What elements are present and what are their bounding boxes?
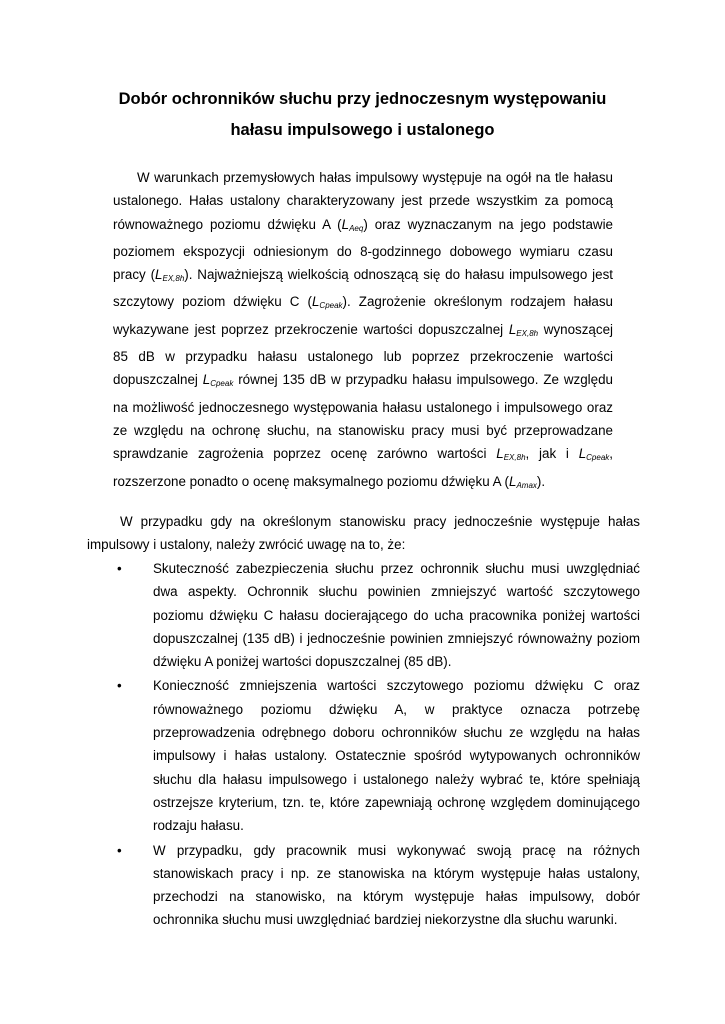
bullet-icon: • (117, 842, 122, 858)
list-item (113, 557, 640, 673)
list-item-text: Skuteczność zabezpieczenia słuchu przez ochronnik słuchu musi uwzględniać dwa aspekty. Ochronnik słuchu powinien zmniejszyć wartość szczytowego poziomu dźwięku C hałasu docierającego do ucha pracownika poniżej wartości dopuszczalnej (135 dB) i jednocześnie powinien zmniejszyć równoważny poziom dźwięku A poniżej wartości dopuszczalnej (85 dB). (153, 561, 640, 670)
bullet-list (113, 557, 640, 933)
list-item-text: Konieczność zmniejszenia wartości szczytowego poziomu dźwięku C oraz równoważnego poziomu dźwięku A, w praktyce oznacza potrzebę przeprowadzenia odrębnego doboru ochronników słuchu ze względu na hałas impulsowy i hałas ustalony. Ostatecznie spośród wytypowanych ochronników słuchu dla hałasu impulsowego i ustalonego należy wybrać te, które spełniają ostrzejsze kryterium, tzn. te, które zapewniają ochronę względem dominującego rodzaju hałasu. (153, 678, 640, 834)
bullet-icon: • (117, 561, 122, 576)
title-line-1: Dobór ochronników słuchu przy jednoczesnym występowaniu (118, 90, 607, 108)
lead-in-paragraph: W przypadku gdy na określonym stanowisku pracy jednocześnie występuje hałas impulsowy i ustalony, należy zwrócić uwagę na to, że: (87, 514, 640, 553)
list-item-text: W przypadku, gdy pracownik musi wykonywać swoją pracę na różnych stanowiskach pracy i np. ze stanowiska na którym występuje hałas ustalony, przechodzi na stanowisko, na którym występuje hałas impulsowy, dobór ochronnika słuchu musi uwzględniać bardziej niekorzystne dla słuchu warunki. (153, 842, 640, 928)
list-item (113, 839, 640, 932)
bullet-icon: • (117, 678, 122, 694)
page-title (90, 84, 635, 146)
list-item (113, 674, 640, 837)
intro-paragraph: W warunkach przemysłowych hałas impulsowy występuje na ogół na tle hałasu ustalonego. Hałas ustalony charakteryzowany jest przede wszystkim za pomocą równoważnego poziomu dźwięku A $(L_{Aeq})$ oraz wyznaczanym na jego podstawie poziomem ekspozycji odniesionym do 8-godzinnego dobowego wymiaru czasu pracy $(L_{EX,8h})$. Najważniejszą wielkością odnoszącą się do hałasu impulsowego jest szczytowy poziom dźwięku C $(L_{Cpeak})$. Zagrożenie określonym rodzajem hałasu wykazywane jest poprzez przekroczenie wartości dopuszczalnej $L_{EX,8h}$ wynoszącej 85 dB w przypadku hałasu ustalonego lub poprzez przekroczenie wartości dopuszczalnej $L_{Cpeak}$ równej 135 dB w przypadku hałasu impulsowego. Ze względu na możliwość jednoczesnego występowania hałasu ustalonego i impulsowego oraz ze względu na ochronę słuchu, na stanowisku pracy musi być przeprowadzane sprawdzanie zagrożenia poprzez ocenę zarówno wartości $L_{EX,8h}$, jak i $L_{Cpeak}$, rozszerzone ponadto o ocenę maksymalnego poziomu dźwięku A $(L_{Amax})$. (113, 170, 614, 490)
title-line-2: hałasu impulsowego i ustalonego (230, 121, 495, 139)
